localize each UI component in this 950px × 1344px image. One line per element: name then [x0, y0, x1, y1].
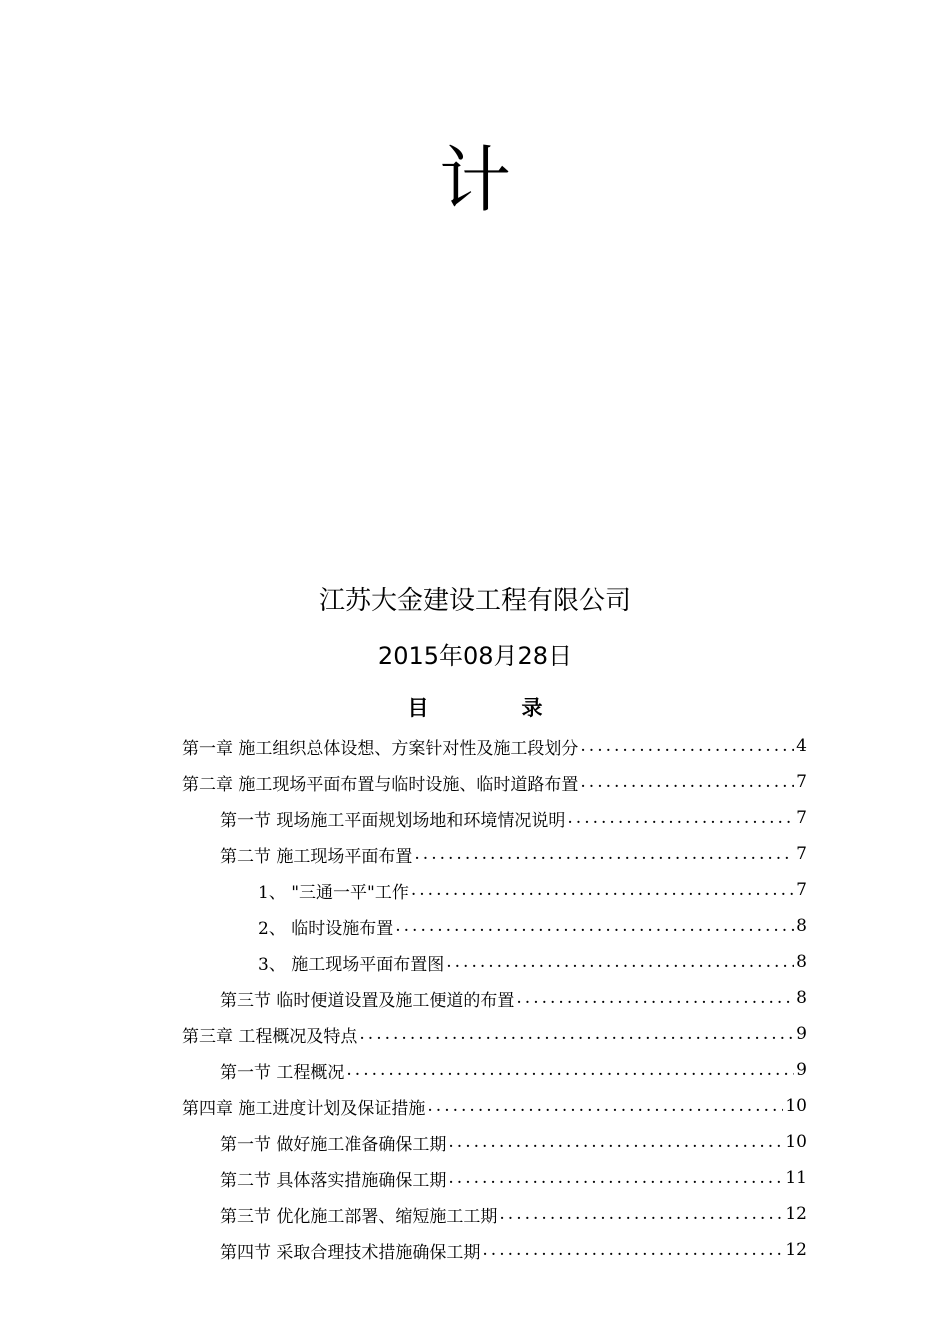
toc-entry-page: 10 [785, 1096, 807, 1116]
toc-entry-page: 7 [796, 772, 807, 792]
toc-entry[interactable] [258, 874, 807, 906]
toc-leader-dots [359, 1024, 794, 1044]
toc-leader-dots [427, 1096, 783, 1116]
toc-entry[interactable] [182, 1090, 807, 1122]
toc-leader-dots [580, 772, 794, 792]
toc-entry[interactable] [220, 802, 807, 834]
toc-entry-title: 第二节 具体落实措施确保工期 [220, 1170, 447, 1191]
toc-entry-title: 第一章 施工组织总体设想、方案针对性及施工段划分 [182, 738, 579, 759]
toc-entry-page: 12 [785, 1240, 807, 1260]
toc-heading: 目 录 [407, 696, 579, 720]
toc-entry-page: 8 [796, 952, 807, 972]
toc-entry-page: 9 [796, 1024, 807, 1044]
toc-entry-page: 11 [785, 1168, 807, 1188]
toc-entry-page: 7 [796, 808, 807, 828]
toc-entry[interactable] [258, 910, 807, 942]
toc-entry-title: 1、 "三通一平"工作 [258, 882, 409, 903]
toc-entry-title: 第三节 优化施工部署、缩短施工工期 [220, 1206, 498, 1227]
toc-entry-page: 8 [796, 916, 807, 936]
toc-entry[interactable] [182, 730, 807, 762]
toc-entry-title: 第二节 施工现场平面布置 [220, 846, 413, 867]
toc-entry-title: 2、 临时设施布置 [258, 918, 394, 939]
toc-leader-dots [448, 1132, 783, 1152]
toc-leader-dots [414, 844, 794, 864]
toc-entry-title: 3、 施工现场平面布置图 [258, 954, 445, 975]
toc-entry-title: 第二章 施工现场平面布置与临时设施、临时道路布置 [182, 774, 579, 795]
toc-entry-title: 第四节 采取合理技术措施确保工期 [220, 1242, 481, 1263]
toc-entry-page: 10 [785, 1132, 807, 1152]
toc-leader-dots [516, 988, 794, 1008]
toc-entry-title: 第一节 做好施工准备确保工期 [220, 1134, 447, 1155]
toc-leader-dots [499, 1204, 783, 1224]
company-name: 江苏大金建设工程有限公司 [318, 586, 631, 616]
toc-leader-dots [448, 1168, 783, 1188]
toc-entry[interactable] [220, 1234, 807, 1266]
toc-entry[interactable] [220, 1198, 807, 1230]
toc-entry-title: 第一节 工程概况 [220, 1062, 345, 1083]
toc-leader-dots [446, 952, 794, 972]
toc-leader-dots [567, 808, 794, 828]
toc-entry-page: 9 [796, 1060, 807, 1080]
toc-entry[interactable] [220, 1162, 807, 1194]
toc-entry[interactable] [182, 1018, 807, 1050]
toc-leader-dots [395, 916, 794, 936]
toc-leader-dots [482, 1240, 783, 1260]
toc-leader-dots [411, 880, 794, 900]
toc-leader-dots [346, 1060, 794, 1080]
toc-entry-title: 第一节 现场施工平面规划场地和环境情况说明 [220, 810, 566, 831]
document-date: 2015年08月28日 [377, 642, 573, 670]
toc-entry-page: 4 [796, 736, 807, 756]
cover-title-character: 计 [438, 138, 511, 222]
toc-entry-title: 第三节 临时便道设置及施工便道的布置 [220, 990, 515, 1011]
toc-entry[interactable] [220, 982, 807, 1014]
toc-entry[interactable] [182, 766, 807, 798]
toc-entry-title: 第四章 施工进度计划及保证措施 [182, 1098, 426, 1119]
toc-entry[interactable] [220, 1126, 807, 1158]
toc-leader-dots [580, 736, 794, 756]
toc-entry-page: 7 [796, 880, 807, 900]
toc-entry-page: 8 [796, 988, 807, 1008]
toc-entry-page: 12 [785, 1204, 807, 1224]
toc-entry-title: 第三章 工程概况及特点 [182, 1026, 358, 1047]
toc-entry[interactable] [258, 946, 807, 978]
toc-entry[interactable] [220, 1054, 807, 1086]
toc-entry-page: 7 [796, 844, 807, 864]
toc-entry[interactable] [220, 838, 807, 870]
